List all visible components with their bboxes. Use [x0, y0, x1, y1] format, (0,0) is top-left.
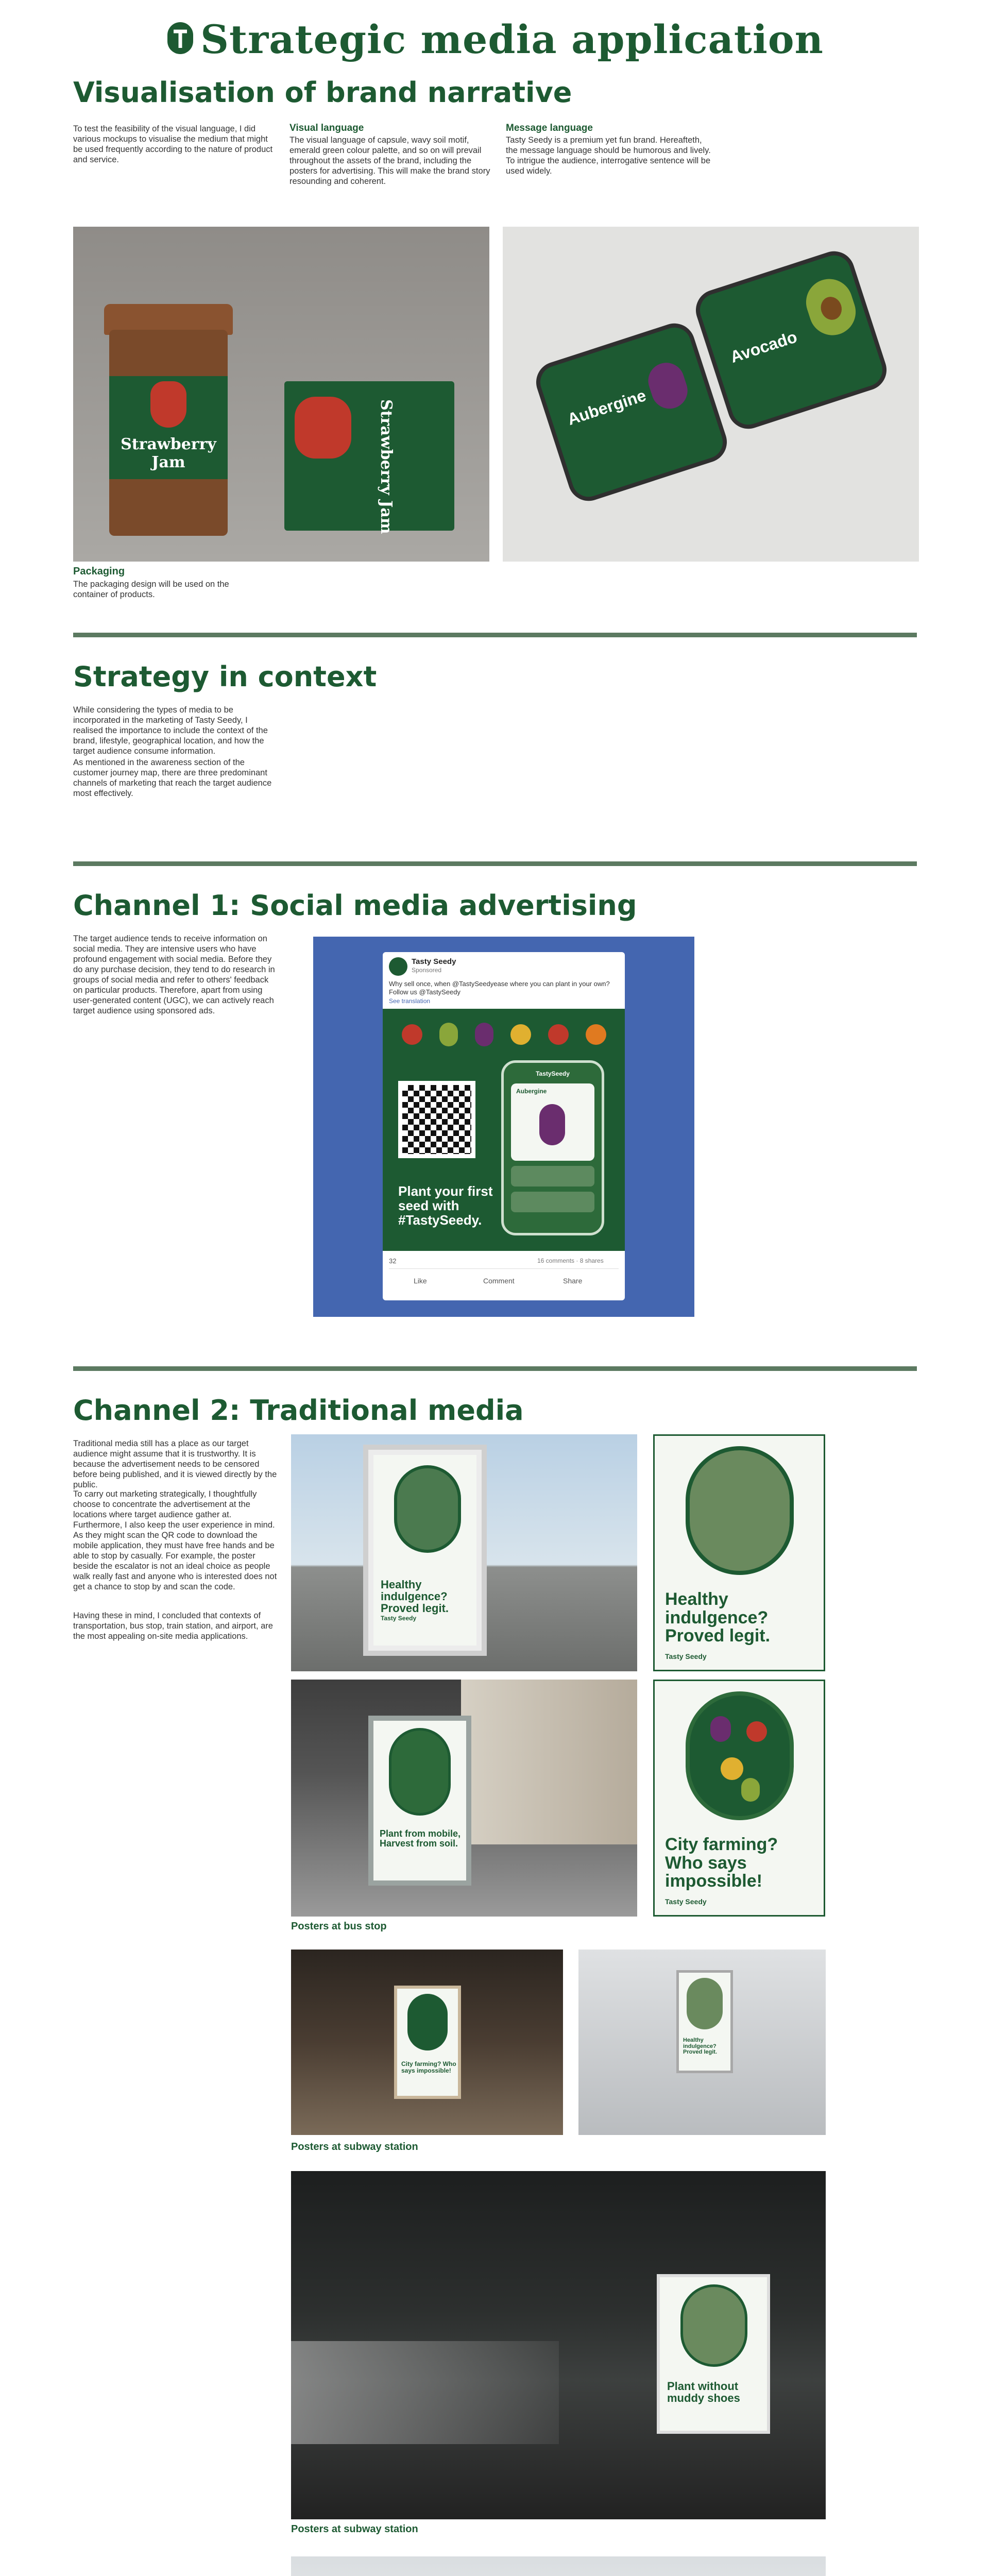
- channel-1-text: The target audience tends to receive information on social media. They are intensive users who have profound engagement with social media. Before they do any purchase decision, they tend to do research in groups of social media and refer to others' feedback on particular products. Therefore, apart from using user-generated content (UGC), we can actively reach target audience using sponsored ads.: [73, 934, 275, 1015]
- bus-poster-c: [368, 1716, 471, 1886]
- tomato-icon: [402, 1024, 422, 1045]
- qr-code[interactable]: [398, 1081, 475, 1158]
- subway-poster-1-capsule: [407, 1994, 448, 2050]
- strawberry-icon: [548, 1024, 569, 1045]
- pepper-icon: [510, 1024, 531, 1045]
- avocado-icon: [439, 1023, 458, 1046]
- jam-jar: [109, 330, 228, 536]
- post-see-translation[interactable]: See translation: [389, 997, 431, 1005]
- strawberry-icon: [150, 381, 186, 428]
- caption-subway-1: Posters at subway station: [291, 2141, 418, 2153]
- aubergine-icon: [643, 358, 692, 413]
- poster-a-text: Healthy indulgence? Proved legit.: [665, 1589, 771, 1646]
- jam-box: [284, 381, 454, 534]
- packaging-jam-photo: [73, 227, 489, 562]
- aubergine-icon: [475, 1023, 493, 1046]
- jar-label: [109, 376, 228, 479]
- bus-stop-frame: [363, 1445, 487, 1656]
- like-button[interactable]: Like: [414, 1277, 427, 1285]
- poster-b-text: City farming? Who says impossible!: [665, 1835, 778, 1891]
- post-ad-image[interactable]: [383, 1009, 625, 1251]
- poster-b-tomato-icon: [746, 1721, 767, 1742]
- caption-bus-stop: Posters at bus stop: [291, 1921, 387, 1932]
- post-card-title: Plant your first seed with #TastySeedy.: [398, 1183, 493, 1228]
- section-divider-2: [73, 861, 917, 866]
- channel-2-paragraph-1: Traditional media still has a place as our target audience might assume that it is trustworthy. It is because the advertisement needs to be censored before being published, and it is viewed directly by the public.: [73, 1439, 277, 1489]
- post-stats[interactable]: 16 comments · 8 shares: [537, 1257, 604, 1264]
- brand-narrative-heading: Visualisation of brand narrative: [73, 76, 572, 109]
- caption-subway-2: Posters at subway station: [291, 2523, 418, 2535]
- message-language-text: Tasty Seedy is a premium yet fun brand. Hereafteth, the message language should be humorous and lively. To intrigue the audience, interrogative sentence will be used widely.: [506, 135, 711, 176]
- aubergine-label: Aubergine: [565, 385, 649, 429]
- tasty-seedy-logo-icon: [165, 20, 195, 56]
- subway-poster-3: [657, 2274, 770, 2434]
- poster-b-capsule: [686, 1691, 794, 1820]
- channel-2-paragraph-2: To carry out marketing strategically, I thoughtfully choose to concentrate the advertisement at the locations where target audience gather at. Furthermore, I also keep the user experience in mind. As they might scan the QR code to download the mobile application, they must have free hands and be able to stop by casually. For example, the poster beside the escalator is not an ideal choice as people walk really fast and anyone who is interested does not get a chance to stop by and scan the code.: [73, 1489, 277, 1591]
- jar-label-text: Strawberry Jam: [121, 435, 216, 471]
- phone-mockup: [501, 1060, 604, 1235]
- facebook-post: [383, 952, 625, 1300]
- post-caption: Why sell once, when @TastySeedyease where you can plant in your own? Follow us @TastySeedy: [389, 980, 610, 996]
- poster-a-photo: [686, 1446, 794, 1575]
- section-divider-1: [73, 633, 917, 637]
- bus-stop-photo-1: [291, 1434, 637, 1671]
- avocado-tray: [691, 246, 892, 434]
- subway-poster-2: [676, 1970, 733, 2073]
- bus-poster-a: [373, 1455, 476, 1646]
- building-background: [461, 1680, 637, 1844]
- share-button[interactable]: Share: [563, 1277, 583, 1285]
- social-ad-mockup: [313, 937, 694, 1317]
- bus-poster-a-brand: Tasty Seedy: [381, 1615, 417, 1622]
- packaging-title: Packaging: [73, 566, 125, 577]
- subway-poster-3-image: [680, 2284, 747, 2367]
- orange-icon: [586, 1024, 606, 1045]
- bus-poster-c-text: Plant from mobile, Harvest from soil.: [380, 1828, 461, 1849]
- strategy-paragraph-1: While considering the types of media to be incorporated in the marketing of Tasty Seedy, I realised the importance to include the context of the brand, lifestyle, geographical location, and how the target audience consume information.: [73, 705, 268, 756]
- strategy-heading: Strategy in context: [73, 660, 377, 693]
- post-reactions[interactable]: 32: [389, 1257, 397, 1265]
- box-label-text: Strawberry Jam: [377, 399, 395, 534]
- phone-aubergine-icon: [539, 1104, 565, 1145]
- subway-poster-1-text: City farming? Who says impossible!: [401, 2060, 456, 2074]
- bus-poster-a-text: Healthy indulgence? Proved legit.: [381, 1578, 449, 1615]
- bus-stop-photo-2: [291, 1680, 637, 1917]
- subway-photo-3: [291, 2171, 826, 2519]
- poster-b-aubergine-icon: [710, 1716, 731, 1742]
- channel-2-paragraph-3: Having these in mind, I concluded that contexts of transportation, bus stop, train station, and airport, are the most appealing on-site media applications.: [73, 1611, 273, 1641]
- strategy-paragraph-2: As mentioned in the awareness section of the customer journey map, there are three predominant channels of marketing that reach the target audience most effectively.: [73, 758, 272, 798]
- comment-button[interactable]: Comment: [483, 1277, 515, 1285]
- visual-language-text: The visual language of capsule, wavy soil motif, emerald green colour palette, and so on will prevail throughout the assets of the brand, including the posters for advertising. This will make the brand story resounding and coherent.: [289, 135, 490, 186]
- vegetable-row: [393, 1019, 615, 1050]
- motion-train: [291, 2341, 559, 2444]
- phone-card-label: Aubergine: [516, 1088, 547, 1095]
- phone-button-2: [511, 1192, 594, 1212]
- channel-2-heading: Channel 2: Traditional media: [73, 1394, 524, 1427]
- qr-pattern: [402, 1085, 471, 1154]
- avocado-icon: [800, 273, 862, 341]
- packaging-trays-photo: [503, 227, 919, 562]
- subway-poster-2-capsule: [687, 1978, 723, 2029]
- bus-poster-a-image: [394, 1465, 461, 1553]
- page-title-text: Strategic media application: [200, 16, 824, 62]
- phone-brand: TastySeedy: [536, 1070, 570, 1077]
- subway-poster-1: [394, 1986, 461, 2099]
- page-title: [0, 16, 989, 62]
- poster-b-avocado-icon: [741, 1778, 760, 1802]
- poster-city-farming: [653, 1680, 825, 1917]
- page-avatar: [389, 957, 407, 976]
- avocado-label: Avocado: [728, 327, 799, 367]
- subway-poster-3-text: Plant without muddy shoes: [667, 2380, 740, 2405]
- poster-b-pepper-icon: [721, 1757, 743, 1780]
- bus-poster-c-image: [389, 1728, 451, 1816]
- message-language-title: Message language: [506, 123, 593, 133]
- visual-language-title: Visual language: [289, 123, 364, 133]
- poster-a-brand: Tasty Seedy: [665, 1652, 707, 1660]
- packaging-text: The packaging design will be used on the container of products.: [73, 580, 229, 599]
- box-strawberry-icon: [295, 397, 351, 459]
- subway-photo-1: [291, 1950, 563, 2135]
- poster-b-brand: Tasty Seedy: [665, 1897, 707, 1906]
- avocado-seed: [818, 294, 845, 323]
- subway-photo-2: [578, 1950, 826, 2135]
- airport-photo: [291, 2556, 826, 2576]
- post-sponsored: Sponsored: [412, 967, 442, 974]
- section-divider-3: [73, 1366, 917, 1371]
- aubergine-tray: [531, 318, 732, 506]
- poster-healthy-indulgence: [653, 1434, 825, 1671]
- post-page-name[interactable]: Tasty Seedy: [412, 957, 456, 966]
- channel-1-heading: Channel 1: Social media advertising: [73, 889, 637, 922]
- brand-narrative-intro: To test the feasibility of the visual language, I did various mockups to visualise the medium that might be used frequently according to the nature of product and service.: [73, 124, 273, 164]
- phone-card: [511, 1083, 594, 1161]
- phone-button: [511, 1166, 594, 1187]
- post-divider: [389, 1268, 619, 1269]
- subway-poster-2-text: Healthy indulgence? Proved legit.: [683, 2037, 718, 2056]
